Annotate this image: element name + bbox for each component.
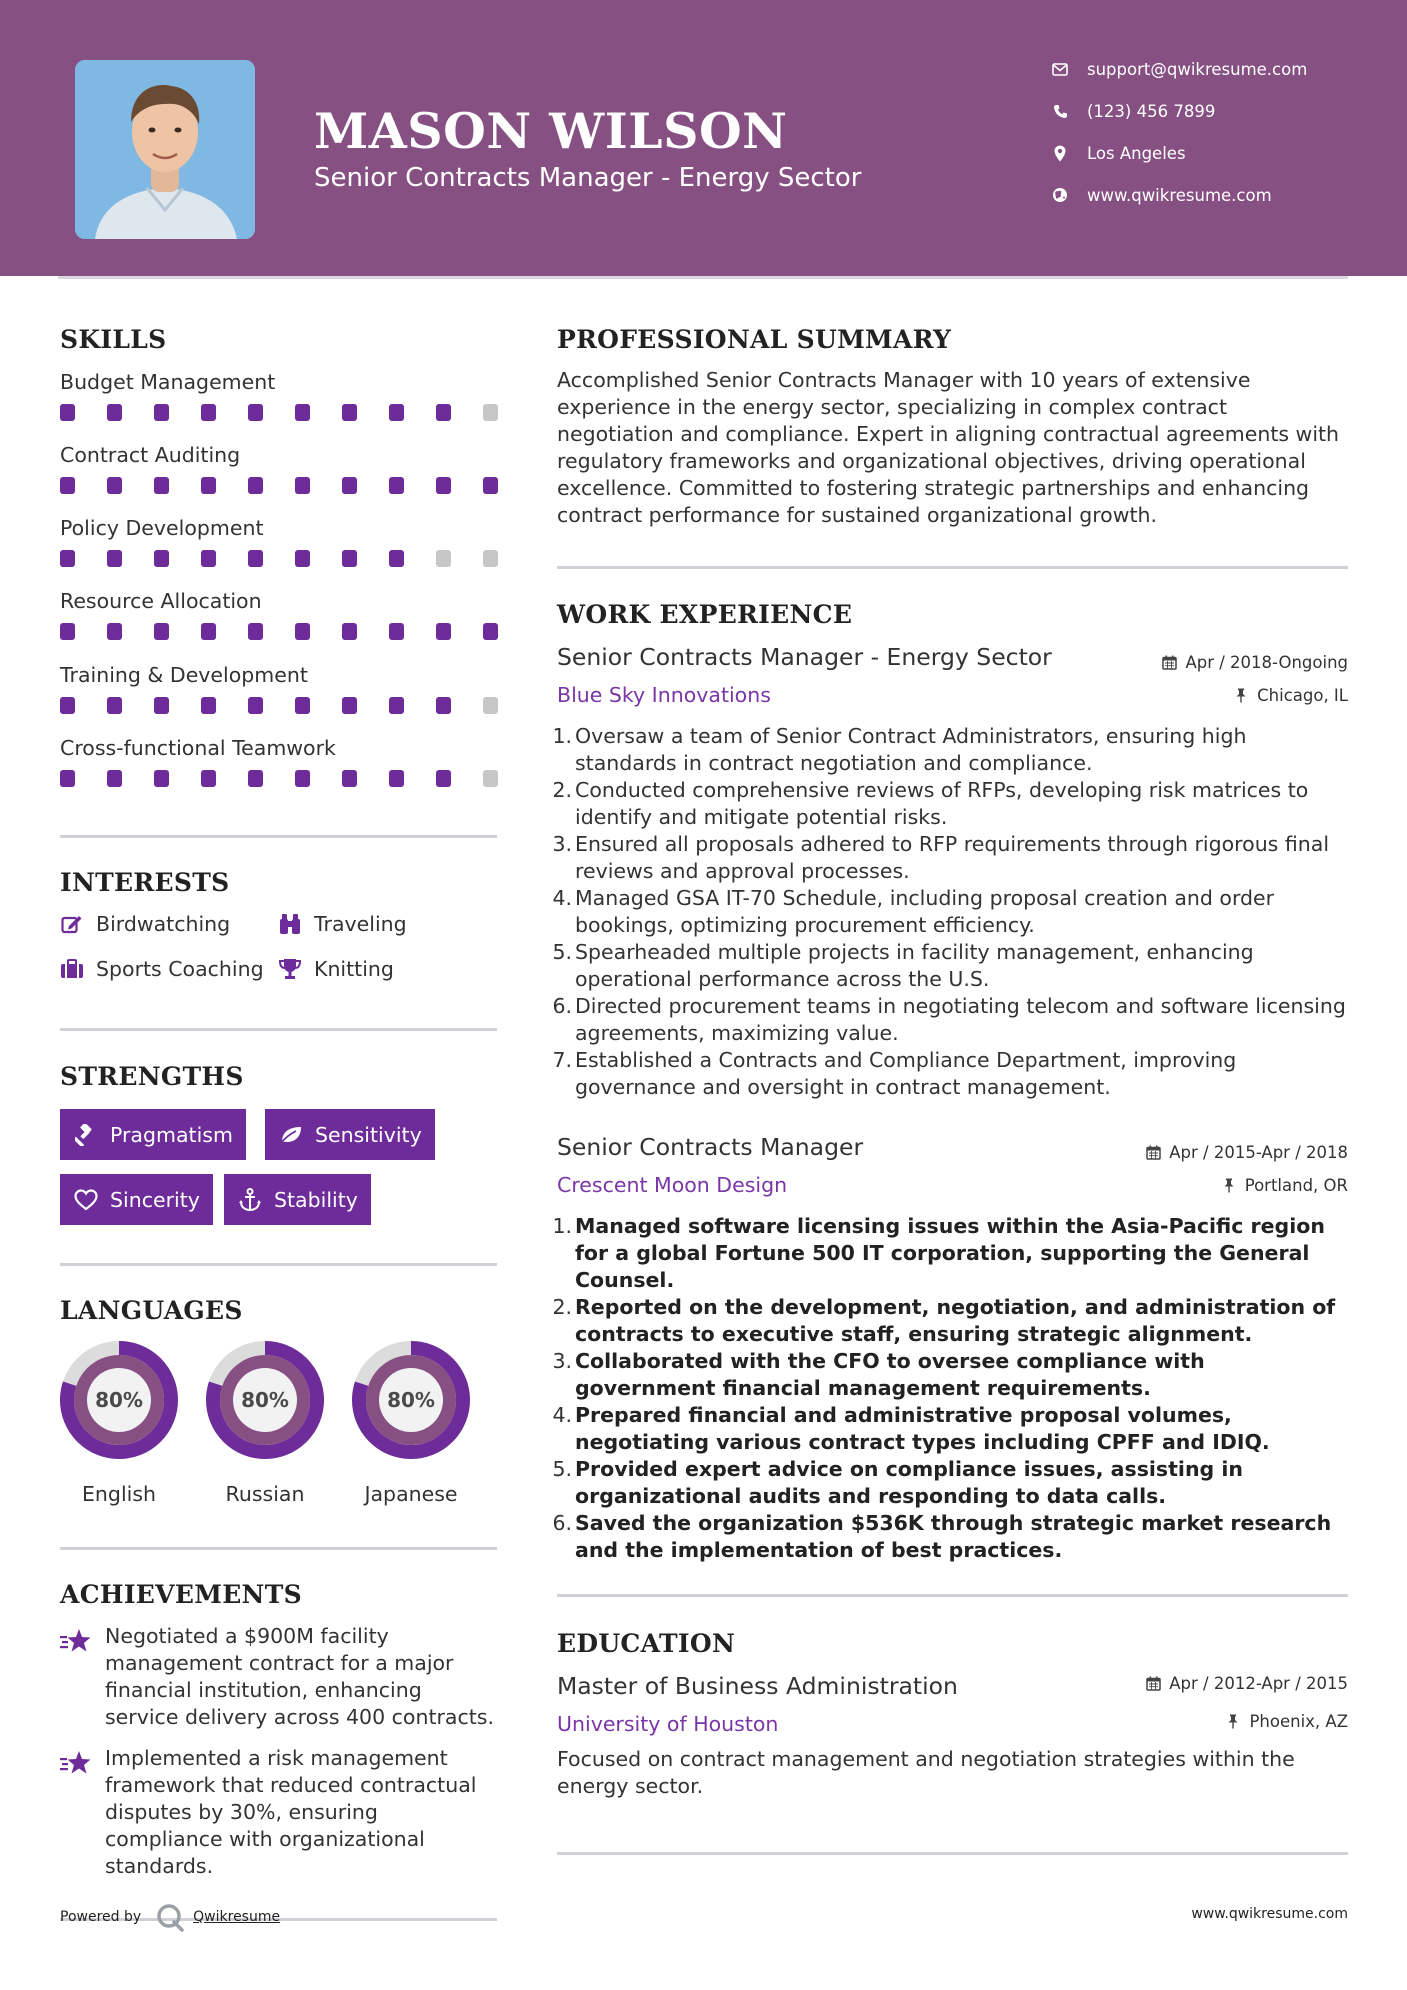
rating-dot-filled <box>248 404 263 421</box>
rating-dot-filled <box>154 550 169 567</box>
rating-dot-filled <box>201 697 216 714</box>
calendar-icon <box>1161 655 1177 671</box>
list-item: 2. Reported on the development, negotiation, and administration of contracts to executive staff, ensuring strategic alignment. <box>552 1295 1336 1346</box>
skill-rating <box>60 697 500 714</box>
rating-dot-filled <box>295 623 310 640</box>
rating-dot-filled <box>295 697 310 714</box>
rating-dot-filled <box>342 623 357 640</box>
job-title: Senior Contracts Manager <box>557 1133 864 1161</box>
strength-tag <box>60 1174 213 1225</box>
rating-dot-filled <box>295 770 310 787</box>
job-dates-text: Apr / 2015-Apr / 2018 <box>1169 1143 1348 1162</box>
language-item <box>58 1339 180 1506</box>
list-item: 3. Ensured all proposals adhered to RFP requirements through rigorous final reviews and approval processes. <box>552 832 1330 883</box>
language-item <box>350 1339 472 1506</box>
skill-item <box>60 591 500 612</box>
rating-dot-filled <box>483 623 498 640</box>
trophy-icon <box>278 957 302 981</box>
rating-dot-filled <box>248 770 263 787</box>
job-bullets <box>552 1213 1347 1564</box>
rating-dot-filled <box>483 477 498 494</box>
list-item: 7. Established a Contracts and Compliance Department, improving governance and oversight in contract management. <box>552 1048 1237 1099</box>
rating-dot-filled <box>107 623 122 640</box>
rating-dot-filled <box>342 550 357 567</box>
pushpin-icon <box>1225 1714 1241 1730</box>
skill-rating <box>60 770 500 787</box>
list-item: 4. Managed GSA IT-70 Schedule, including proposal creation and order bookings, optimizing procurement efficiency. <box>552 886 1275 937</box>
contact-website-text: www.qwikresume.com <box>1087 185 1272 205</box>
rating-dot-filled <box>389 404 404 421</box>
qwikresume-logo-icon <box>155 1902 185 1932</box>
school-name: University of Houston <box>557 1712 779 1736</box>
calendar-icon <box>1145 1676 1161 1692</box>
contact-email[interactable] <box>1050 54 1370 84</box>
strength-label: Pragmatism <box>110 1122 233 1147</box>
rating-dot-filled <box>248 697 263 714</box>
star-icon <box>60 1627 92 1655</box>
rating-dot-filled <box>342 477 357 494</box>
rating-dot-filled <box>60 623 75 640</box>
job-title: Senior Contracts Manager - Energy Sector <box>557 643 1052 671</box>
experience-heading: WORK EXPERIENCE <box>557 600 853 629</box>
interest-label: Birdwatching <box>96 912 231 936</box>
rating-dot-empty <box>483 404 498 421</box>
contact-location <box>1050 138 1370 168</box>
language-percent: 80% <box>241 1388 289 1412</box>
rating-dot-filled <box>107 550 122 567</box>
language-percent: 80% <box>387 1388 435 1412</box>
summary-heading: PROFESSIONAL SUMMARY <box>557 325 952 354</box>
section-divider <box>557 1852 1348 1855</box>
education-location <box>1225 1712 1348 1731</box>
rating-dot-filled <box>107 697 122 714</box>
skill-item <box>60 518 500 539</box>
rating-dot-filled <box>389 477 404 494</box>
skill-rating <box>60 477 500 494</box>
skill-name: Policy Development <box>60 516 264 540</box>
job-dates-text: Apr / 2018-Ongoing <box>1185 653 1348 672</box>
language-item <box>204 1339 326 1506</box>
rating-dot-filled <box>60 404 75 421</box>
rating-dot-filled <box>154 770 169 787</box>
list-item: 5. Provided expert advice on compliance issues, assisting in organizational audits and responding to data calls. <box>552 1457 1243 1508</box>
interest-label: Sports Coaching <box>96 957 264 981</box>
heart-icon <box>74 1188 98 1212</box>
rating-dot-filled <box>154 477 169 494</box>
skill-item <box>60 665 500 686</box>
rating-dot-filled <box>389 623 404 640</box>
rating-dot-filled <box>107 404 122 421</box>
pushpin-icon <box>1221 1178 1237 1194</box>
rating-dot-filled <box>389 770 404 787</box>
achievement-text: Negotiated a $900M facility management contract for a major financial institution, enhancing service delivery across 400 contracts. <box>105 1624 494 1729</box>
star-icon <box>60 1749 92 1777</box>
skill-rating <box>60 550 500 567</box>
education-heading: EDUCATION <box>557 1629 736 1658</box>
rating-dot-filled <box>60 477 75 494</box>
job-location-text: Chicago, IL <box>1257 686 1348 705</box>
footer-website[interactable]: www.qwikresume.com <box>1191 1906 1348 1922</box>
list-item: 1. Managed software licensing issues within the Asia-Pacific region for a global Fortune 500 IT corporation, supporting the General Counsel. <box>552 1214 1325 1292</box>
rating-dot-filled <box>436 770 451 787</box>
resume-header <box>0 0 1407 276</box>
skill-item <box>60 445 500 466</box>
rating-dot-filled <box>60 770 75 787</box>
skill-name: Contract Auditing <box>60 443 241 467</box>
rating-dot-filled <box>201 550 216 567</box>
education-location-text: Phoenix, AZ <box>1249 1712 1348 1731</box>
achievement-text: Implemented a risk management framework that reduced contractual disputes by 30%, ensuring compliance with organizational standards. <box>105 1746 477 1878</box>
section-divider <box>557 1594 1348 1597</box>
interest-label: Traveling <box>314 912 407 936</box>
rating-dot-empty <box>483 550 498 567</box>
skill-name: Cross-functional Teamwork <box>60 736 336 760</box>
rating-dot-filled <box>201 623 216 640</box>
strength-tag <box>265 1109 435 1160</box>
phone-icon <box>1050 101 1070 121</box>
brand-link[interactable]: Qwikresume <box>193 1909 281 1925</box>
powered-by-label: Powered by <box>60 1909 142 1925</box>
strengths-heading: STRENGTHS <box>60 1062 244 1091</box>
skill-item <box>60 738 500 759</box>
interest-item <box>60 957 264 981</box>
rating-dot-filled <box>154 623 169 640</box>
company-name: Crescent Moon Design <box>557 1173 788 1197</box>
edit-icon <box>60 912 84 936</box>
company-name: Blue Sky Innovations <box>557 683 771 707</box>
rating-dot-filled <box>248 550 263 567</box>
interest-item <box>60 912 230 936</box>
language-name: English <box>81 1482 157 1506</box>
list-item: 2. Conducted comprehensive reviews of RFPs, developing risk matrices to identify and mitigate potential risks. <box>552 778 1309 829</box>
language-name: Japanese <box>364 1482 458 1506</box>
rating-dot-filled <box>295 550 310 567</box>
degree-title: Master of Business Administration <box>557 1672 958 1700</box>
binoculars-icon <box>278 912 302 936</box>
profile-photo <box>75 60 255 239</box>
list-item: 3. Collaborated with the CFO to oversee compliance with government financial management requirements. <box>552 1349 1205 1400</box>
list-item: 1. Oversaw a team of Senior Contract Administrators, ensuring high standards in contract negotiation and compliance. <box>552 724 1247 775</box>
languages-heading: LANGUAGES <box>60 1296 243 1325</box>
job-location-text: Portland, OR <box>1244 1176 1348 1195</box>
powered-by[interactable] <box>60 1902 280 1932</box>
rating-dot-filled <box>295 404 310 421</box>
section-divider <box>60 835 497 838</box>
rating-dot-filled <box>107 770 122 787</box>
interests-heading: INTERESTS <box>60 868 230 897</box>
briefcase-icon <box>60 957 84 981</box>
achievements-heading: ACHIEVEMENTS <box>60 1580 302 1609</box>
interest-item <box>278 912 407 936</box>
strength-tag <box>60 1109 246 1160</box>
job-bullets <box>552 723 1347 1101</box>
globe-icon <box>1050 185 1070 205</box>
list-item: 6. Directed procurement teams in negotiating telecom and software licensing agreements, maximizing value. <box>552 994 1346 1045</box>
contact-phone-text: (123) 456 7899 <box>1087 101 1216 121</box>
skill-name: Resource Allocation <box>60 589 262 613</box>
rating-dot-filled <box>154 697 169 714</box>
candidate-name: MASON WILSON <box>314 102 788 160</box>
rating-dot-filled <box>201 404 216 421</box>
skill-rating <box>60 623 500 640</box>
skill-name: Budget Management <box>60 370 276 394</box>
language-name: Russian <box>225 1482 305 1506</box>
contact-email-text: support@qwikresume.com <box>1087 59 1308 79</box>
rating-dot-filled <box>436 697 451 714</box>
gavel-icon <box>74 1123 98 1147</box>
rating-dot-empty <box>436 550 451 567</box>
rating-dot-filled <box>107 477 122 494</box>
rating-dot-filled <box>60 697 75 714</box>
rating-dot-filled <box>295 477 310 494</box>
rating-dot-filled <box>436 404 451 421</box>
rating-dot-filled <box>248 623 263 640</box>
summary-text: Accomplished Senior Contracts Manager with 10 years of extensive experience in the energy sector, specializing in complex contract negotiation and compliance. Expert in aligning contractual agreements with regulatory frameworks and organizational objectives, driving operational excellence. Committed to fostering strategic partnerships and enhancing contract performance for sustained organizational growth. <box>557 368 1340 527</box>
education-dates-text: Apr / 2012-Apr / 2015 <box>1169 1674 1348 1693</box>
education-description: Focused on contract management and negotiation strategies within the energy sector. <box>557 1747 1295 1798</box>
rating-dot-filled <box>389 697 404 714</box>
rating-dot-filled <box>342 770 357 787</box>
strength-label: Stability <box>274 1187 358 1212</box>
contact-location-text: Los Angeles <box>1087 143 1186 163</box>
skills-heading: SKILLS <box>60 325 167 354</box>
skill-item <box>60 372 500 393</box>
rating-dot-empty <box>483 770 498 787</box>
rating-dot-filled <box>201 770 216 787</box>
skill-rating <box>60 404 500 421</box>
language-percent: 80% <box>95 1388 143 1412</box>
map-marker-icon <box>1050 143 1070 163</box>
strength-tag <box>224 1174 371 1225</box>
section-divider <box>60 1547 497 1550</box>
candidate-title: Senior Contracts Manager - Energy Sector <box>314 163 862 193</box>
rating-dot-filled <box>389 550 404 567</box>
header-divider <box>58 276 1348 279</box>
contact-website[interactable] <box>1050 180 1370 210</box>
interest-label: Knitting <box>314 957 394 981</box>
rating-dot-filled <box>342 404 357 421</box>
list-item: 4. Prepared financial and administrative proposal volumes, negotiating various contract types including CPFF and IDIQ. <box>552 1403 1270 1454</box>
job-location <box>1233 686 1348 705</box>
rating-dot-filled <box>342 697 357 714</box>
section-divider <box>60 1263 497 1266</box>
list-item: 6. Saved the organization $536K through strategic market research and the implementation of best practices. <box>552 1511 1332 1562</box>
section-divider <box>557 566 1348 569</box>
contact-phone[interactable] <box>1050 96 1370 126</box>
envelope-icon <box>1050 59 1070 79</box>
strength-label: Sincerity <box>110 1187 200 1212</box>
calendar-icon <box>1145 1145 1161 1161</box>
skill-name: Training & Development <box>60 663 308 687</box>
strength-label: Sensitivity <box>315 1122 422 1147</box>
rating-dot-filled <box>436 477 451 494</box>
list-item: 5. Spearheaded multiple projects in facility management, enhancing operational performance across the U.S. <box>552 940 1254 991</box>
leaf-icon <box>279 1123 303 1147</box>
rating-dot-filled <box>60 550 75 567</box>
rating-dot-filled <box>248 477 263 494</box>
anchor-icon <box>238 1188 262 1212</box>
rating-dot-empty <box>483 697 498 714</box>
education-dates <box>1145 1674 1348 1693</box>
rating-dot-filled <box>436 623 451 640</box>
pushpin-icon <box>1233 688 1249 704</box>
section-divider <box>60 1028 497 1031</box>
job-dates <box>1161 653 1348 672</box>
job-location <box>1221 1176 1348 1195</box>
rating-dot-filled <box>201 477 216 494</box>
job-dates <box>1145 1143 1348 1162</box>
interest-item <box>278 957 394 981</box>
rating-dot-filled <box>154 404 169 421</box>
